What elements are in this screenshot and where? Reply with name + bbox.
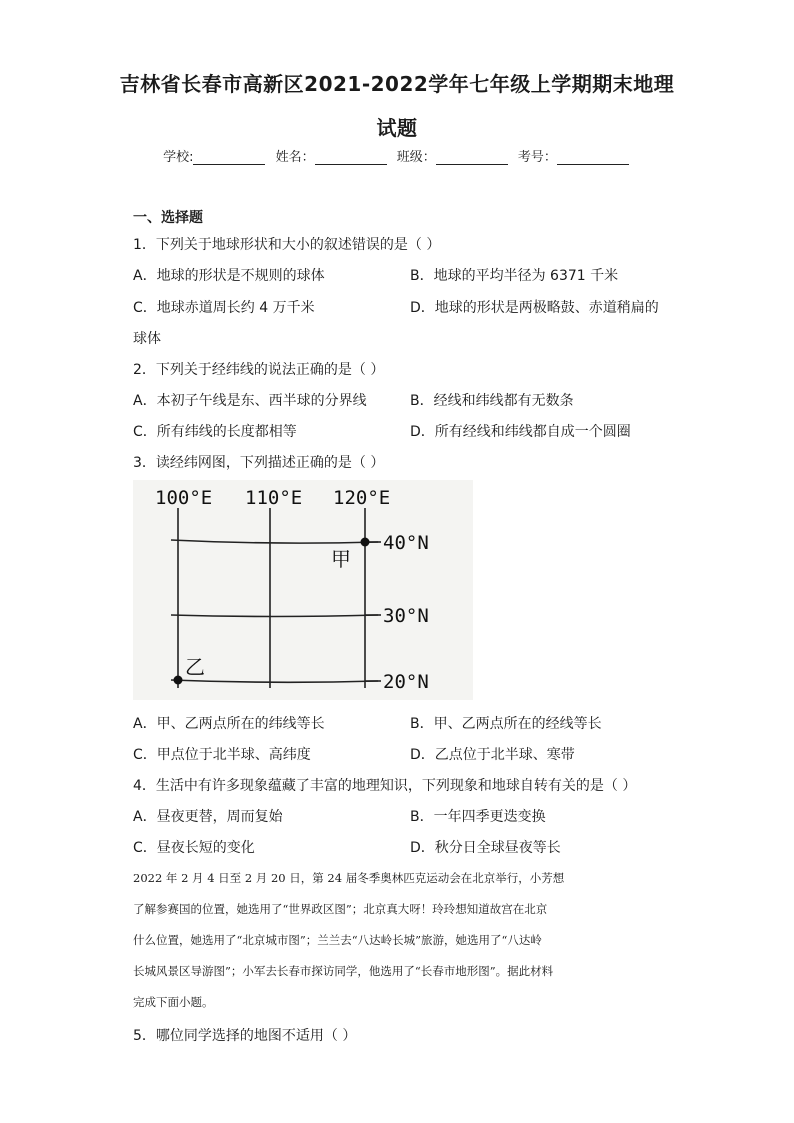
q4-option-b: B．一年四季更迭变换 (410, 809, 546, 825)
lat-label-30n: 30°N (383, 605, 429, 627)
passage-line-5: 完成下面小题。 (133, 995, 214, 1009)
document-title-line-1: 吉林省长春市高新区2021-2022学年七年级上学期期末地理 (119, 72, 675, 96)
map-background (133, 480, 473, 700)
q3-option-d: D．乙点位于北半球、寒带 (410, 747, 575, 763)
passage-line-4: 长城风景区导游图”；小军去长春市探访同学，他选用了“长春市地形图”。据此材料 (133, 964, 554, 978)
q1-option-d-continued: 球体 (133, 331, 161, 347)
number-blank (557, 150, 629, 165)
school-label: 学校: (163, 150, 194, 165)
point-jia-marker (361, 538, 370, 547)
name-blank (315, 150, 387, 165)
q4-option-a: A．昼夜更替，周而复始 (133, 809, 283, 825)
q2-option-c: C．所有纬线的长度都相等 (133, 424, 297, 440)
student-info-line (0, 146, 794, 165)
passage-line-1: 2022 年 2 月 4 日至 2 月 20 日，第 24 届冬季奥林匹克运动会在北京举行，小芳想 (133, 871, 565, 885)
q1-option-b: B．地球的平均半径为 6371 千米 (410, 268, 619, 284)
q4-option-d: D．秋分日全球昼夜等长 (410, 840, 561, 856)
passage-line-2: 了解参赛国的位置，她选用了“世界政区图”；北京真大呀！玲玲想知道故宫在北京 (133, 902, 548, 916)
lat-label-40n: 40°N (383, 532, 429, 554)
q4-stem: 4．生活中有许多现象蕴藏了丰富的地理知识，下列现象和地球自转有关的是（ ） (133, 778, 637, 794)
q1-stem: 1．下列关于地球形状和大小的叙述错误的是（ ） (133, 237, 441, 253)
passage-line-3: 什么位置，她选用了“北京城市图”；兰兰去“八达岭长城”旅游，她选用了“八达岭 (133, 933, 542, 947)
name-label: 姓名： (275, 150, 315, 165)
point-jia-label: 甲 (331, 547, 351, 571)
school-blank (193, 150, 265, 165)
q3-option-c: C．甲点位于北半球、高纬度 (133, 747, 311, 763)
q1-option-c: C．地球赤道周长约 4 万千米 (133, 300, 315, 316)
q1-option-a: A．地球的形状是不规则的球体 (133, 268, 325, 284)
q5-stem: 5．哪位同学选择的地图不适用（ ） (133, 1028, 357, 1044)
lat-lon-grid-map (133, 480, 473, 700)
lat-label-20n: 20°N (383, 671, 429, 693)
q4-option-c: C．昼夜长短的变化 (133, 840, 255, 856)
document-title-line-2: 试题 (376, 116, 418, 140)
lon-label-100e: 100°E (155, 487, 213, 509)
section-heading: 一、选择题 (133, 210, 203, 226)
number-label: 考号： (517, 150, 557, 165)
class-blank (436, 150, 508, 165)
q3-option-b: B．甲、乙两点所在的经线等长 (410, 716, 602, 732)
q1-option-d: D．地球的形状是两极略鼓、赤道稍扁的 (410, 300, 659, 316)
q2-stem: 2．下列关于经纬线的说法正确的是（ ） (133, 362, 385, 378)
lon-label-120e: 120°E (333, 487, 391, 509)
lon-label-110e: 110°E (245, 487, 303, 509)
point-yi-label: 乙 (185, 655, 205, 679)
class-label: 班级： (396, 150, 436, 165)
q2-option-a: A．本初子午线是东、西半球的分界线 (133, 393, 367, 409)
q3-stem: 3．读经纬网图，下列描述正确的是（ ） (133, 455, 385, 471)
q2-option-d: D．所有经线和纬线都自成一个圆圈 (410, 424, 631, 440)
q2-option-b: B．经线和纬线都有无数条 (410, 393, 574, 409)
point-yi-marker (174, 676, 183, 685)
q3-option-a: A．甲、乙两点所在的纬线等长 (133, 716, 325, 732)
